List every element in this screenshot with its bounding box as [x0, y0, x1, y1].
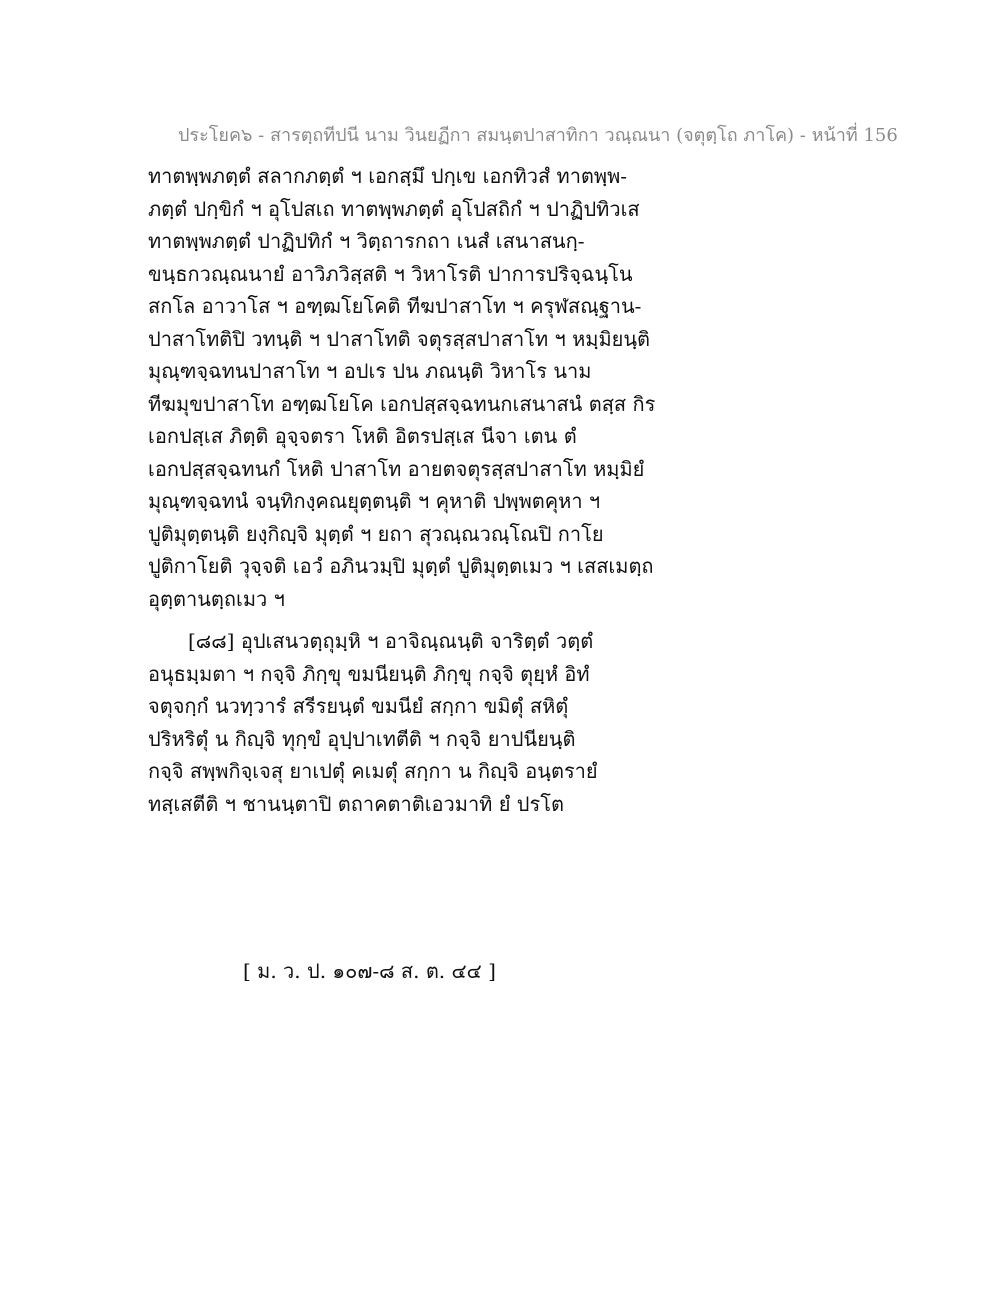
text-line: สกโล อาวาโส ฯ อฑฺฒโยโคติ ทีฆปาสาโท ฯ ครุฬสณฺฐาน- [148, 294, 642, 318]
text-line: ภตฺตํ ปกฺขิกํ ฯ อุโปสเถ ทาตพฺพภตฺตํ อุโปสถิกํ ฯ ปาฏิปทิวเส [148, 196, 640, 221]
text-line: มุณฺฑจฺฉทนํ จนฺทิกงฺคณยุตฺตนฺติ ฯ คุหาติ ปพฺพตคุหา ฯ [148, 489, 601, 513]
text-line: ทาตพฺพภตฺตํ สลากภตฺตํ ฯ เอกสฺมึ ปกฺเข เอกทิวสํ ทาตพฺพ- [148, 164, 628, 188]
text-line: อุตฺตานตฺถเมว ฯ [148, 586, 285, 611]
paragraph-start-line: [๘๘] อุปเสนวตฺถุมฺหิ ฯ อาจิณฺณนฺติ จาริตฺตํ วตฺตํ [188, 629, 594, 653]
text-line: กจฺจิ สพฺพกิจฺเจสุ ยาเปตุํ คเมตุํ สกฺกา น กิญฺจิ อนฺตรายํ [148, 759, 598, 783]
text-line: ปาสาโทติปิ วทนฺติ ฯ ปาสาโทติ จตุรสฺสปาสาโท ฯ หมฺมิยนฺติ [148, 326, 651, 351]
text-line: จตุจกฺกํ นวทฺวารํ สรีรยนฺตํ ขมนียํ สกฺกา ขมิตุํ สหิตุํ [148, 694, 569, 718]
text-line: ทาตพฺพภตฺตํ ปาฏิปทิกํ ฯ วิตฺถารกถา เนสํ เสนาสนกฺ- [148, 229, 585, 253]
text-line: ปูติกาโยติ วุจฺจติ เอวํ อภินวมฺปิ มุตฺตํ ปูติมุตฺตเมว ฯ เสสเมตฺถ [148, 554, 654, 578]
page-header: ประโยค๖ - สารตฺถทีปนี นาม วินยฏีกา สมนฺตปาสาทิกา วณฺณนา (จตุตฺโถ ภาโค) - หน้าที่ 156 [178, 125, 898, 146]
text-line: ทสฺเสตีติ ฯ ชานนฺตาปิ ตถาคตาติเอวมาทิ ยํ ปรโต [148, 791, 564, 816]
text-line: ปูติมุตฺตนฺติ ยงฺกิญฺจิ มุตฺตํ ฯ ยถา สุวณฺณวณฺโณปิ กาโย [148, 521, 604, 546]
text-line: เอกปสฺเส ภิตฺติ อุจฺจตรา โหติ อิตรปสฺเส นีจา เตน ตํ [148, 424, 577, 448]
main-text [148, 160, 708, 820]
text-line: ขนฺธกวณฺณนายํ อาวิภวิสฺสติ ฯ วิหาโรติ ปาการปริจฺฉนฺโน [148, 261, 633, 286]
text-line: อนุธมฺมตา ฯ กจฺจิ ภิกฺขุ ขมนียนฺติ ภิกฺขุ กจฺจิ ตุยฺหํ อิทํ [148, 661, 590, 686]
text-line: มุณฺฑจฺฉทนปาสาโท ฯ อปเร ปน ภณนฺติ วิหาโร นาม [148, 359, 592, 383]
source-reference: [ ม. ว. ป. ๑๐๗-๘ ส. ต. ๔๔ ] [243, 959, 496, 983]
text-line: ทีฆมุขปาสาโท อฑฺฒโยโค เอกปสฺสจฺฉทนกเสนาสนํ ตสฺส กิร [148, 391, 656, 416]
text-line: ปริหริตุํ น กิญฺจิ ทุกฺขํ อุปฺปาเทตีติ ฯ กจฺจิ ยาปนียนฺติ [148, 726, 576, 751]
text-line: เอกปสฺสจฺฉทนกํ โหติ ปาสาโท อายตจตุรสฺสปาสาโท หมฺมิยํ [148, 456, 645, 481]
